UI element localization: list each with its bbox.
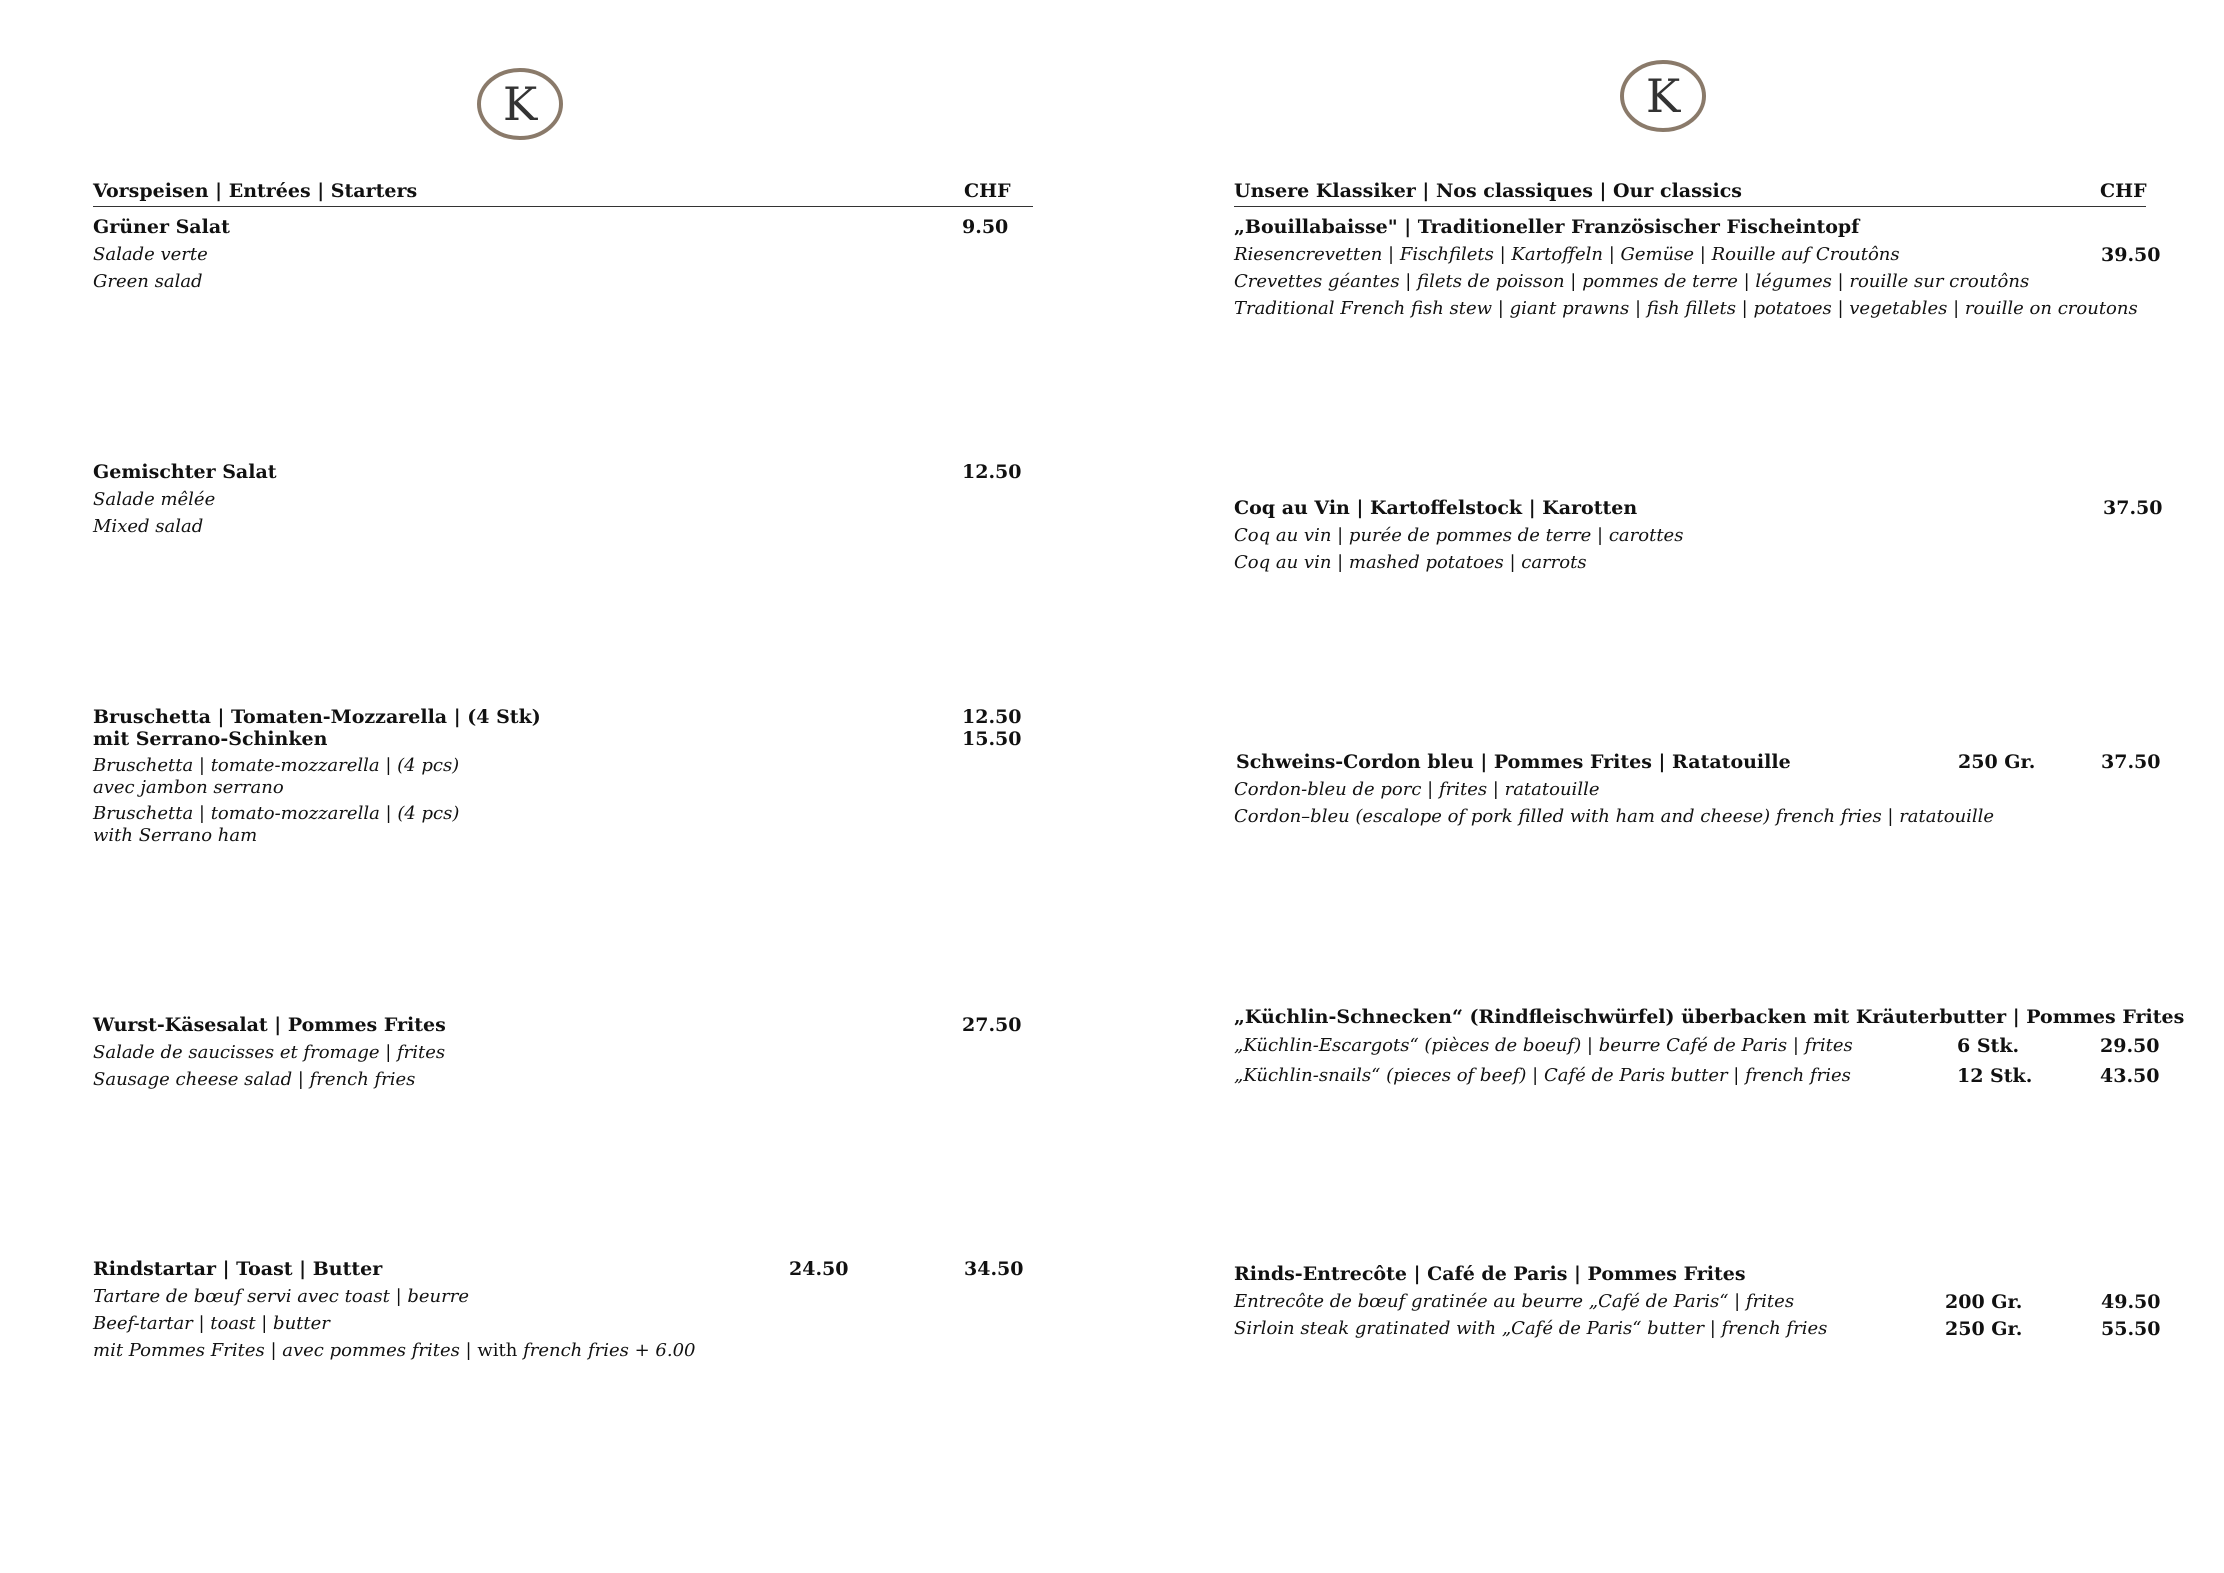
item-extra-part-a: mit Pommes Frites | avec pommes frites | [93,1340,478,1361]
restaurant-logo [477,66,565,142]
currency-label: CHF [964,180,1011,202]
section-title: Unsere Klassiker | Nos classiques | Our classics [1234,180,1742,202]
item-weight: 250 Gr. [1945,1318,2023,1340]
item-price: 55.50 [2101,1318,2161,1340]
item-desc-en: Sausage cheese salad | french fries [93,1069,416,1090]
item-price-variant: 15.50 [962,728,1022,750]
item-desc-en: „Küchlin-snails“ (pieces of beef) | Café de Paris butter | french fries [1234,1065,1851,1086]
item-name: Gemischter Salat [93,461,277,483]
item-desc-en: Green salad [93,271,203,292]
item-price: 29.50 [2100,1035,2160,1057]
item-price: 49.50 [2101,1291,2161,1313]
item-name: Wurst-Käsesalat | Pommes Frites [93,1014,446,1036]
item-desc-en: Mixed salad [93,516,204,537]
item-price: 12.50 [962,706,1022,728]
item-price: 39.50 [2101,244,2161,266]
item-name: Rinds-Entrecôte | Café de Paris | Pommes Frites [1234,1263,1746,1285]
item-desc-fr: Crevettes géantes | filets de poisson | pommes de terre | légumes | rouille sur croutôns [1234,271,2030,292]
item-weight: 250 Gr. [1958,751,2036,773]
svg-text:K: K [1645,69,1681,123]
item-desc-en: Sirloin steak gratinated with „Café de Paris“ butter | french fries [1234,1318,1828,1339]
item-desc-en: Bruschetta | tomato-mozzarella | (4 pcs) [93,803,460,824]
item-desc-en: Beef-tartar | toast | butter [93,1313,330,1334]
item-desc-fr: Entrecôte de bœuf gratinée au beurre „Café de Paris“ | frites [1234,1291,1795,1312]
section-header [1234,178,2146,207]
item-price-small: 24.50 [789,1258,849,1280]
right-menu-page [1234,0,2185,1573]
left-menu-page [93,0,1033,1573]
item-price: 27.50 [962,1014,1022,1036]
currency-label: CHF [2100,180,2147,202]
item-price: 12.50 [962,461,1022,483]
item-desc-en-variant: with Serrano ham [93,825,258,846]
item-desc-fr: Tartare de bœuf servi avec toast | beurre [93,1286,469,1307]
item-name: Bruschetta | Tomaten-Mozzarella | (4 Stk) [93,706,541,728]
item-desc-fr: Salade verte [93,244,208,265]
restaurant-logo [1620,58,1708,134]
item-name: „Bouillabaisse" | Traditioneller Französischer Fischeintopf [1234,216,1860,238]
item-name: Schweins-Cordon bleu | Pommes Frites | Ratatouille [1236,751,1791,773]
item-desc-fr: Salade de saucisses et fromage | frites [93,1042,446,1063]
svg-text:K: K [502,77,538,131]
item-extra-part-c: french fries + 6.00 [517,1340,696,1361]
item-price: 43.50 [2100,1065,2160,1087]
item-price: 34.50 [964,1258,1024,1280]
item-price: 9.50 [962,216,1009,238]
section-title: Vorspeisen | Entrées | Starters [93,180,418,202]
item-name: Coq au Vin | Kartoffelstock | Karotten [1234,497,1638,519]
item-quantity: 12 Stk. [1957,1065,2033,1087]
item-desc-fr: Salade mêlée [93,489,216,510]
item-desc-en: Coq au vin | mashed potatoes | carrots [1234,552,1587,573]
section-header [93,178,1033,207]
item-desc-en: Traditional French fish stew | giant prawns | fish fillets | potatoes | vegetables | rouille on croutons [1234,298,2138,319]
item-name: „Küchlin-Schnecken“ (Rindfleischwürfel) überbacken mit Kräuterbutter | Pommes Frites [1234,1006,2185,1028]
item-extra-part-b: with [477,1340,518,1361]
item-price: 37.50 [2101,751,2161,773]
item-desc-fr: Cordon-bleu de porc | frites | ratatouille [1234,779,1600,800]
item-desc-fr: Coq au vin | purée de pommes de terre | carottes [1234,525,1684,546]
item-desc-fr-variant: avec jambon serrano [93,777,284,798]
item-desc-fr: Bruschetta | tomate-mozzarella | (4 pcs) [93,755,460,776]
item-desc-en: Cordon–bleu (escalope of pork filled with ham and cheese) french fries | ratatouille [1234,806,1995,827]
item-name: Grüner Salat [93,216,230,238]
item-desc-de: Riesencrevetten | Fischfilets | Kartoffeln | Gemüse | Rouille auf Croutôns [1234,244,1900,265]
item-quantity: 6 Stk. [1957,1035,2020,1057]
item-desc-fr: „Küchlin-Escargots“ (pièces de boeuf) | beurre Café de Paris | frites [1234,1035,1853,1056]
item-extra [93,1340,696,1361]
item-name-variant: mit Serrano-Schinken [93,728,328,750]
item-name: Rindstartar | Toast | Butter [93,1258,383,1280]
item-weight: 200 Gr. [1945,1291,2023,1313]
item-price: 37.50 [2103,497,2163,519]
